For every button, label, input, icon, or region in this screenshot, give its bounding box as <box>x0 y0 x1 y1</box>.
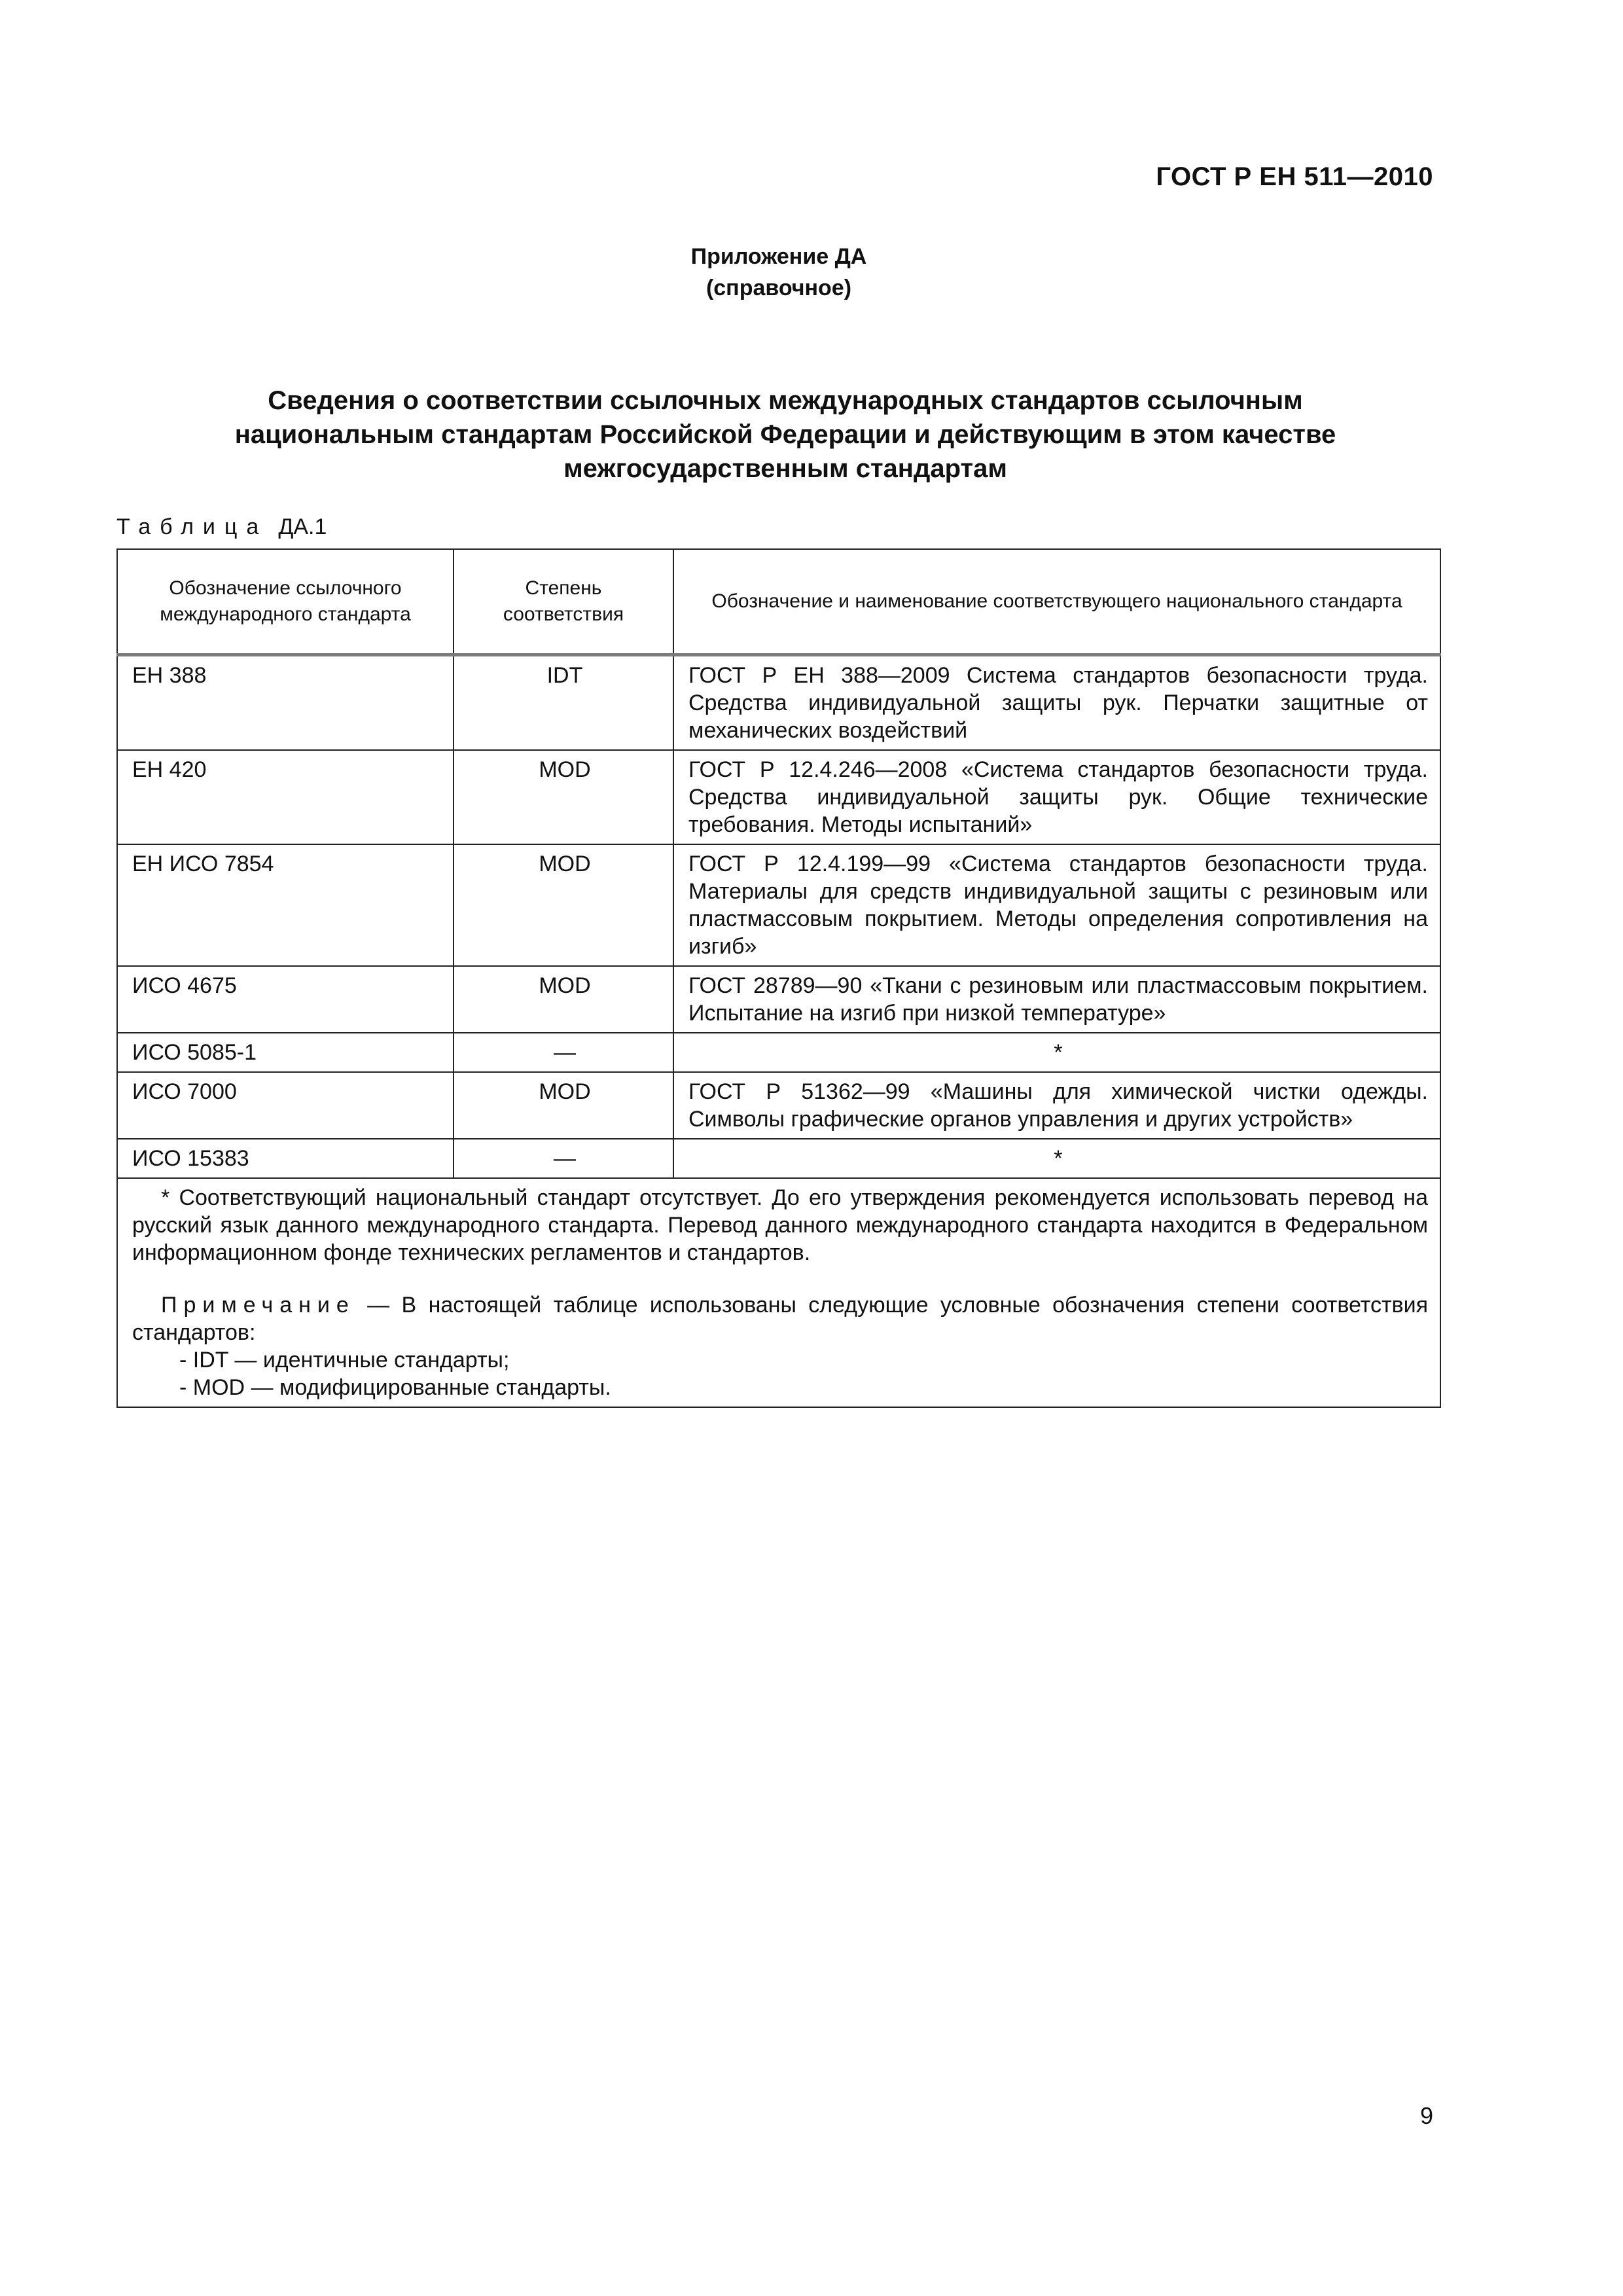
cell-national-standard: * <box>673 1033 1440 1072</box>
cell-degree: MOD <box>454 750 673 844</box>
header-international-standard: Обозначение ссылочного международного стандарта <box>117 549 454 655</box>
table-row <box>117 750 1440 844</box>
table-caption-number: ДА.1 <box>278 514 327 539</box>
note-text: — В настоящей таблице использованы следующие условные обозначения степени соответствия стандартов: <box>132 1293 1429 1345</box>
header-national-standard: Обозначение и наименование соответствующего национального стандарта <box>673 549 1440 655</box>
cell-national-standard: * <box>673 1139 1440 1178</box>
table-caption-word: Таблица <box>116 514 268 539</box>
cell-degree: MOD <box>454 844 673 966</box>
cell-national-standard: ГОСТ Р ЕН 388—2009 Система стандартов безопасности труда. Средства индивидуальной защиты рук. Перчатки защитные от механических воздействий <box>673 655 1440 751</box>
table-footnote-cell <box>117 1178 1440 1407</box>
note-label: Примечание <box>161 1293 355 1318</box>
header-degree: Степень соответствия <box>454 549 673 655</box>
document-title-line: межгосударственным стандартам <box>563 454 1007 483</box>
note-paragraph <box>132 1291 1428 1346</box>
cell-degree: MOD <box>454 1072 673 1139</box>
page-number: 9 <box>1419 2102 1433 2129</box>
cell-national-standard: ГОСТ Р 51362—99 «Машины для химической чистки одежды. Символы графические органов управления и других устройств» <box>673 1072 1440 1139</box>
cell-international-standard: ЕН ИСО 7854 <box>117 844 454 966</box>
cell-national-standard: ГОСТ Р 12.4.199—99 «Система стандартов безопасности труда. Материалы для средств индивидуальной защиты с резиновым или пластмассовым покрытием. Методы определения сопротивления на изгиб» <box>673 844 1440 966</box>
table-caption <box>116 514 327 540</box>
cell-degree: IDT <box>454 655 673 751</box>
cell-international-standard: ИСО 15383 <box>117 1139 454 1178</box>
document-code: ГОСТ Р ЕН 511—2010 <box>1156 162 1433 191</box>
appendix-title: Приложение ДА <box>690 244 867 269</box>
cell-degree: — <box>454 1033 673 1072</box>
cell-international-standard: ИСО 4675 <box>117 966 454 1033</box>
document-title-line: Сведения о соответствии ссылочных международных стандартов ссылочным <box>268 386 1303 415</box>
cell-national-standard: ГОСТ Р 12.4.246—2008 «Система стандартов безопасности труда. Средства индивидуальной защиты рук. Общие технические требования. Методы испытаний» <box>673 750 1440 844</box>
cell-international-standard: ИСО 5085-1 <box>117 1033 454 1072</box>
table-row <box>117 1139 1440 1178</box>
note-list-item: - MOD — модифицированные стандарты. <box>179 1375 611 1400</box>
table-row <box>117 844 1440 966</box>
table-footnote-row <box>117 1178 1440 1407</box>
document-title <box>164 384 1407 486</box>
table-row <box>117 966 1440 1033</box>
cell-national-standard: ГОСТ 28789—90 «Ткани с резиновым или пластмассовым покрытием. Испытание на изгиб при низкой температуре» <box>673 966 1440 1033</box>
table-header-row <box>117 549 1440 655</box>
correspondence-table <box>116 548 1441 1408</box>
cell-degree: MOD <box>454 966 673 1033</box>
cell-international-standard: ЕН 388 <box>117 655 454 751</box>
footnote-text: * Соответствующий национальный стандарт отсутствует. До его утверждения рекомендуется использовать перевод на русский язык данного международного стандарта. Перевод данного международного стандарта находится в Федеральном информационном фонде технических регламентов и стандартов. <box>132 1185 1428 1265</box>
cell-international-standard: ЕН 420 <box>117 750 454 844</box>
table-row <box>117 1072 1440 1139</box>
cell-international-standard: ИСО 7000 <box>117 1072 454 1139</box>
document-title-line: национальным стандартам Российской Федерации и действующим в этом качестве <box>234 420 1336 449</box>
cell-degree: — <box>454 1139 673 1178</box>
table-row <box>117 1033 1440 1072</box>
appendix-heading <box>65 241 1492 304</box>
appendix-subtitle: (справочное) <box>705 276 852 300</box>
table-row <box>117 655 1440 751</box>
note-list-item: - IDT — идентичные стандарты; <box>179 1348 510 1372</box>
